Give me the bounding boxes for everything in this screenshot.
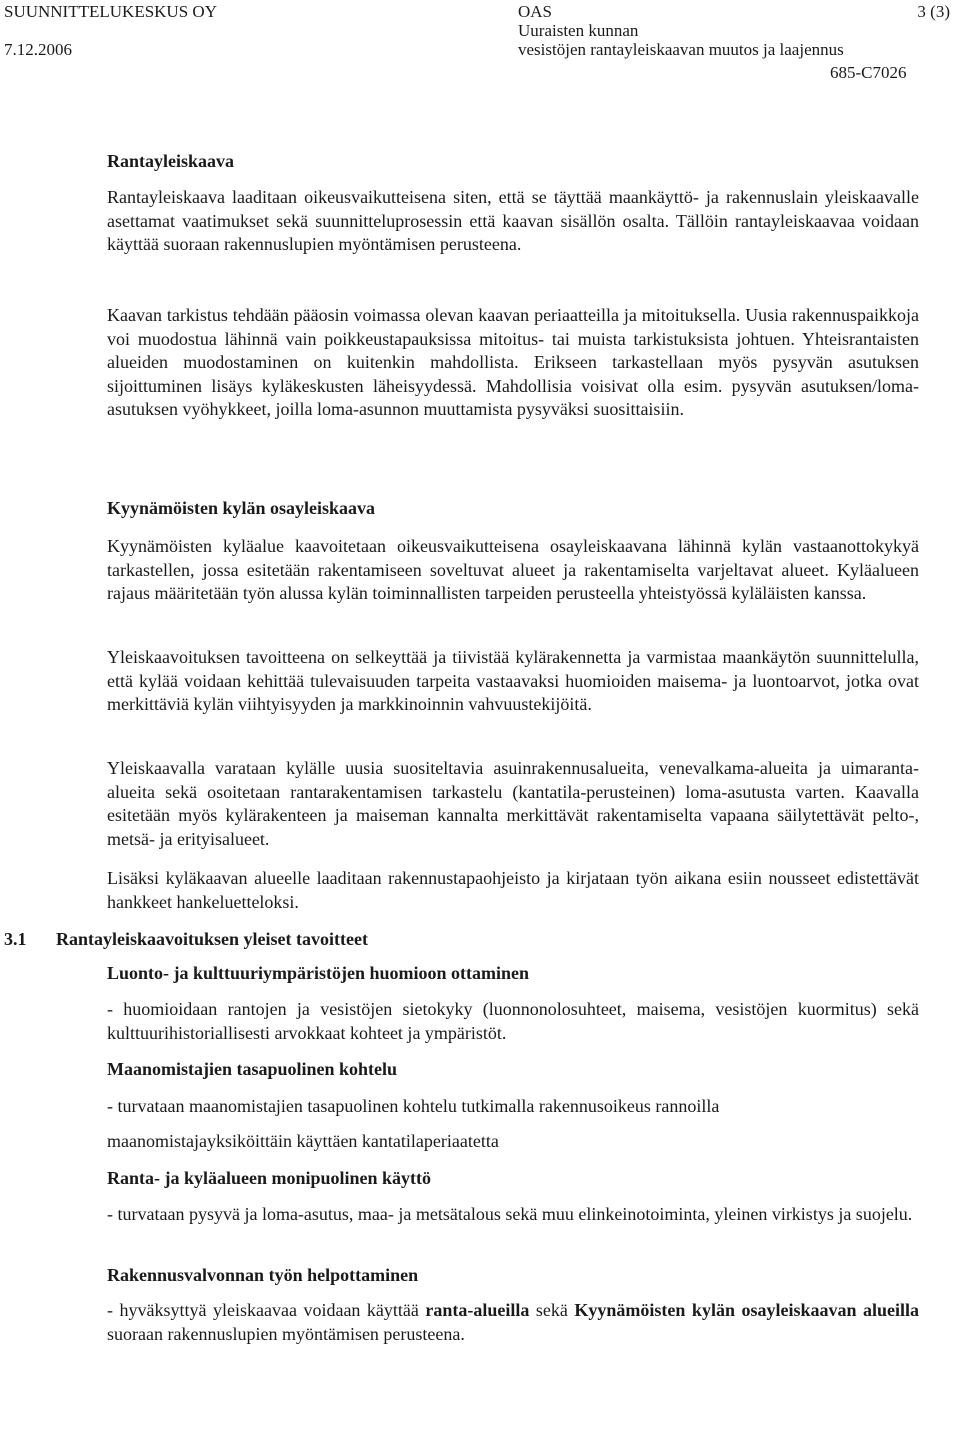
rantayleiskaava-paragraph-1: Rantayleiskaava laaditaan oikeusvaikutteisena siten, että se täyttää maankäyttö- ja rakennuslain yleiskaavalle asettamat vaatimukset sekä suunnitteluprosessin että kaavan sisällön osalta. Tällöin rantayleiskaavaa voidaan käyttää suoraan rakennuslupien myöntämisen perusteena. (107, 187, 919, 255)
maanomistaja-text-line-1: - turvataan maanomistajien tasapuolinen kohtelu tutkimalla rakennusoikeus rannoilla (107, 1096, 720, 1116)
ranta-alueilla-emphasis: ranta-alueilla (425, 1300, 530, 1320)
kyynamoisten-paragraph-3: Yleiskaavalla varataan kylälle uusia suositeltavia asuinrakennusalueita, venevalkama-alueita ja uimaranta-alueita sekä osoitetaan rantarakentamisen tarkastelu (kantatila-perusteinen) loma-asutusta varten. Kaavalla esitetään myös kylärakenteen ja maiseman kannalta merkittävät rakentamiselta vapaana säilytettävät pelto-, metsä- ja erityisalueet. (107, 758, 919, 849)
company-name: SUUNNITTELUKESKUS OY (4, 2, 217, 21)
rantayleiskaava-paragraph-2: Kaavan tarkistus tehdään pääosin voimassa olevan kaavan periaatteilla ja mitoituksella. Uusia rakennuspaikkoja voi muodostua lähinnä vain poikkeustapauksissa mitoitus- tai muista tarkistuksista johtuen. Yhteisrantaisten alueiden muodostaminen on kuitenkin mahdollista. Erikseen tarkastellaan myös pysyvän asutuksen sijoittuminen lisäys kyläkeskusten läheisyydessä. Mahdollisia voisivat olla esim. pysyvän asutuksen/loma-asutuksen vyöhykkeet, joilla loma-asunnon muuttamista pysyväksi suosittaisiin. (107, 305, 919, 420)
luonto-text: - huomioidaan rantojen ja vesistöjen sietokyky (luonnonolosuhteet, maisema, vesistöjen kuormitus) sekä kulttuurihistoriallisesti arvokkaat kohteet ja ympäristöt. (107, 999, 919, 1043)
kyynamoisten-alueilla-emphasis: Kyynämöisten kylän osayleiskaavan alueilla (574, 1300, 919, 1320)
maanomistaja-heading: Maanomistajien tasapuolinen kohtelu (107, 1059, 398, 1079)
document-type: OAS (518, 2, 553, 21)
ranta-heading: Ranta- ja kyläalueen monipuolinen käyttö (107, 1168, 432, 1188)
kyynamoisten-paragraph-2: Yleiskaavoituksen tavoitteena on selkeyttää ja tiivistää kylärakennetta ja varmistaa maankäytön suunnittelulla, että kylää voidaan kehittää tulevaisuuden tarpeita vastaavaksi huomioiden maisema- ja luontoarvot, jotka ovat merkittäviä kylän viihtyisyyden ja markkinoinnin vahvuustekijöitä. (107, 647, 919, 715)
rakennusvalvonta-text-part-1: - hyväksyttyä yleiskaavaa voidaan käyttää (107, 1300, 426, 1320)
section-number: 3.1 (4, 929, 27, 949)
rantayleiskaava-heading: Rantayleiskaava (107, 151, 235, 171)
rakennusvalvonta-text-part-2: sekä (529, 1300, 575, 1320)
rakennusvalvonta-text-part-3: suoraan rakennuslupien myöntämisen perusteena. (107, 1323, 465, 1344)
luonto-heading: Luonto- ja kulttuuriympäristöjen huomioon ottaminen (107, 963, 530, 983)
page-number: 3 (3) (917, 2, 950, 21)
project-code: 685-C7026 (830, 63, 907, 82)
section-title: Rantayleiskaavoituksen yleiset tavoitteet (56, 929, 368, 949)
kyynamoisten-paragraph-1: Kyynämöisten kyläalue kaavoitetaan oikeusvaikutteisena osayleiskaavana lähinnä kylän vastaanottokykyä tarkastellen, jossa esitetään rakentamiseen soveltuvat alueet ja rakentamiselta varjeltavat alueet. Kyläalueen rajaus määritetään työn alussa kylän toiminnallisten tarpeiden perusteella yhteistyössä kyläläisten kanssa. (107, 536, 919, 604)
document-title-line-2: vesistöjen rantayleiskaavan muutos ja laajennus (518, 40, 844, 59)
ranta-text: - turvataan pysyvä ja loma-asutus, maa- ja metsätalous sekä muu elinkeinotoiminta, yleinen virkistys ja suojelu. (107, 1204, 913, 1224)
document-title-line-1: Uuraisten kunnan (518, 21, 639, 40)
kyynamoisten-heading: Kyynämöisten kylän osayleiskaava (107, 498, 376, 518)
kyynamoisten-paragraph-4: Lisäksi kyläkaavan alueelle laaditaan rakennustapaohjeisto ja kirjataan työn aikana esiin nousseet edistettävät hankkeet hankeluetteloksi. (107, 868, 919, 912)
document-date: 7.12.2006 (4, 40, 72, 59)
maanomistaja-text-line-2: maanomistajayksiköittäin käyttäen kantatilaperiaatetta (107, 1131, 499, 1151)
rakennusvalvonta-text (107, 1299, 919, 1346)
rakennusvalvonta-heading: Rakennusvalvonnan työn helpottaminen (107, 1265, 419, 1285)
